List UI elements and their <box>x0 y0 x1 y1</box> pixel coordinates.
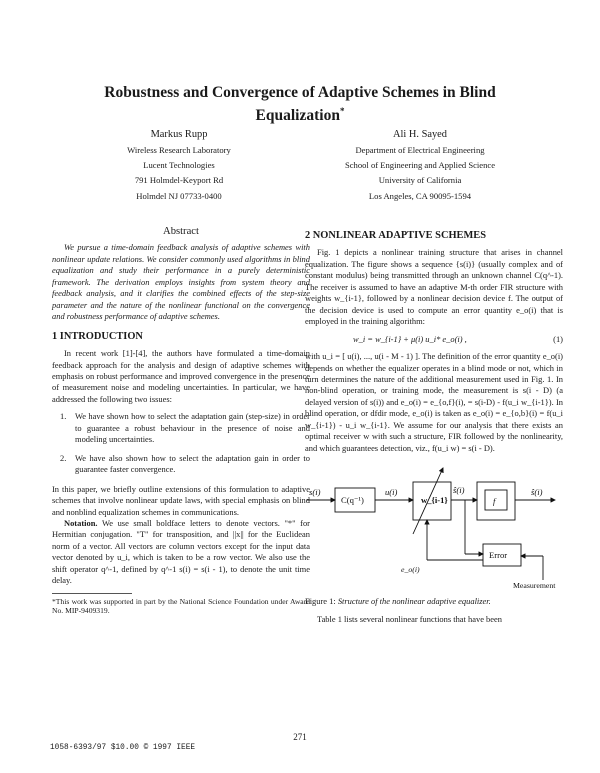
author-name: Ali H. Sayed <box>393 129 447 140</box>
abstract-text: We pursue a time-domain feedback analysis of adaptive schemes with nonlinear update relations. We consider commonly used algorithms in blind equalization and study their performance in a purely deterministic framework. The derivation employs insights from system theory and feedback analysis, and it clarifies the combined effects of the step-size parameter and the nature of the nonlinear functional on the convergence and robustness performance of adaptive schemes. <box>52 242 310 322</box>
author-affiliation: Holmdel NJ 07733-0400 <box>136 190 222 201</box>
author-affiliation: Los Angeles, CA 90095-1594 <box>368 190 472 201</box>
section-heading-nonlinear: 2 NONLINEAR ADAPTIVE SCHEMES <box>305 230 486 241</box>
notation-label: Notation. <box>64 517 98 528</box>
list-item: 1. We have shown how to select the adaptation gain (step-size) in order to guarantee a robust behaviour in the presence of noise and modeling uncertainties. <box>60 411 310 445</box>
label-v: ŝ(i) <box>453 485 465 496</box>
right-column <box>305 226 563 625</box>
left-column <box>52 226 310 616</box>
section2-paragraph: Table 1 lists several nonlinear functions that have been <box>317 613 502 624</box>
nonlinearity-inner-block <box>485 490 507 510</box>
intro-paragraph: In recent work [1]-[4], the authors have formulated a time-domain feedback approach for the analysis and design of adaptive schemes with emphasis on robust performance and improved convergence in the presence of measurement noise and modeling uncertainties. In particular, we have addressed the following two issues: <box>52 348 310 404</box>
author-block-1 <box>64 127 294 204</box>
author-block-2 <box>305 127 535 204</box>
nonlinearity-block <box>477 482 515 520</box>
section2-paragraph: Fig. 1 depicts a nonlinear training structure that arises in channel equalization. The figure shows a sequence {s(i)} (usually complex and of constant modulus) being transmitted through an unknown channel C(q^-1). The receiver is assumed to have an adaptive M-th order FIR structure with weights w_{i-1}, followed by a nonlinear decision device f. The output of the decision device is used to compute an error quantity e_o(i) that is employed in the training algorithm: <box>305 247 563 327</box>
footnote: *This work was supported in part by the National Science Foundation under Award No. MIP-9409319. <box>52 596 310 616</box>
label-f: f <box>493 496 496 507</box>
equation-1 <box>305 334 563 345</box>
equation-number: (1) <box>553 333 563 344</box>
page-number: 271 <box>293 732 307 742</box>
author-affiliation: Lucent Technologies <box>143 160 215 171</box>
label-w: w_{i-1} <box>421 495 448 506</box>
author-affiliation: 791 Holmdel-Keyport Rd <box>134 175 224 186</box>
footnote-rule <box>52 593 132 594</box>
label-y: ŝ(i) <box>531 487 543 498</box>
figure-1-diagram <box>305 460 563 592</box>
author-affiliation: Wireless Research Laboratory <box>127 145 231 155</box>
label-measurement: Measurement <box>513 581 556 591</box>
list-item: 2. We have also shown how to select the adaptation gain in order to guarantee faster convergence. <box>60 452 310 475</box>
author-affiliation: Department of Electrical Engineering <box>355 145 485 155</box>
author-affiliation: School of Engineering and Applied Science <box>344 160 496 171</box>
section2-paragraph: with u_i = [ u(i), ..., u(i - M - 1) ]. The definition of the error quantity e_o(i) depends on whether the equalizer operates in a blind mode or not, which in turn determines the nature of the additional measurement used in Fig. 1. In non-blind operation, or training mode, the measurement is s(i - D) (a delayed version of s(i)) and e_o(i) = e_{o,f}(i), = s(i-D) - f(u_i w_{i-1}). In blind operation, or dfdir mode, e_o(i) is taken as e_o(i) = e_{o,b}(i) = f(u_i w_{i-1}) - u_i w_{i-1}. We assume for our analysis that there exists an optimal receiver w with such a structure, FIR followed by the nonlinearity, and which guarantees detection, viz., f(u_i w) = s(i - D). <box>305 351 563 453</box>
abstract-heading: Abstract <box>163 226 199 237</box>
author-name: Markus Rupp <box>150 129 208 140</box>
caption-label: Figure 1: <box>305 596 336 607</box>
label-u: u(i) <box>385 487 398 498</box>
intro-paragraph: In this paper, we briefly outline extensions of this formulation to adaptive schemes that involve nonlinear update laws, with special emphasis on blind and nonblind equalization schemes in communications. <box>52 483 310 517</box>
notation-paragraph: Notation. We use small boldface letters to denote vectors. "*" for Hermitian conjugation. "T" for transposition, and ||x|| for the Euclidean norm of a vector. All vectors are column vectors except for the input data vector denoted by u_i, which is taken to be a row vector. We also use the shift operator q^-1, defined by q^-1 s(i) = s(i - 1), to denote the unit time delay. <box>52 517 310 586</box>
label-eo: e_o(i) <box>401 565 420 575</box>
block-diagram <box>305 460 563 592</box>
author-affiliation: University of California <box>378 175 462 186</box>
paper-title: Robustness and Convergence of Adaptive Schemes in Blind Equalization* <box>104 84 496 125</box>
figure-caption <box>305 596 563 607</box>
copyright-notice: 1058-6393/97 $10.00 © 1997 IEEE <box>50 744 196 752</box>
caption-text: Structure of the nonlinear adaptive equalizer. <box>337 596 491 607</box>
section-heading-introduction: 1 INTRODUCTION <box>52 330 143 342</box>
label-error: Error <box>489 550 508 561</box>
label-s: s(i) <box>309 487 321 498</box>
issues-list <box>52 411 310 475</box>
equation-body: w_i = w_{i-1} + μ(i) u_i* e_o(i) , <box>353 333 467 344</box>
label-channel: C(q⁻¹) <box>341 495 364 506</box>
